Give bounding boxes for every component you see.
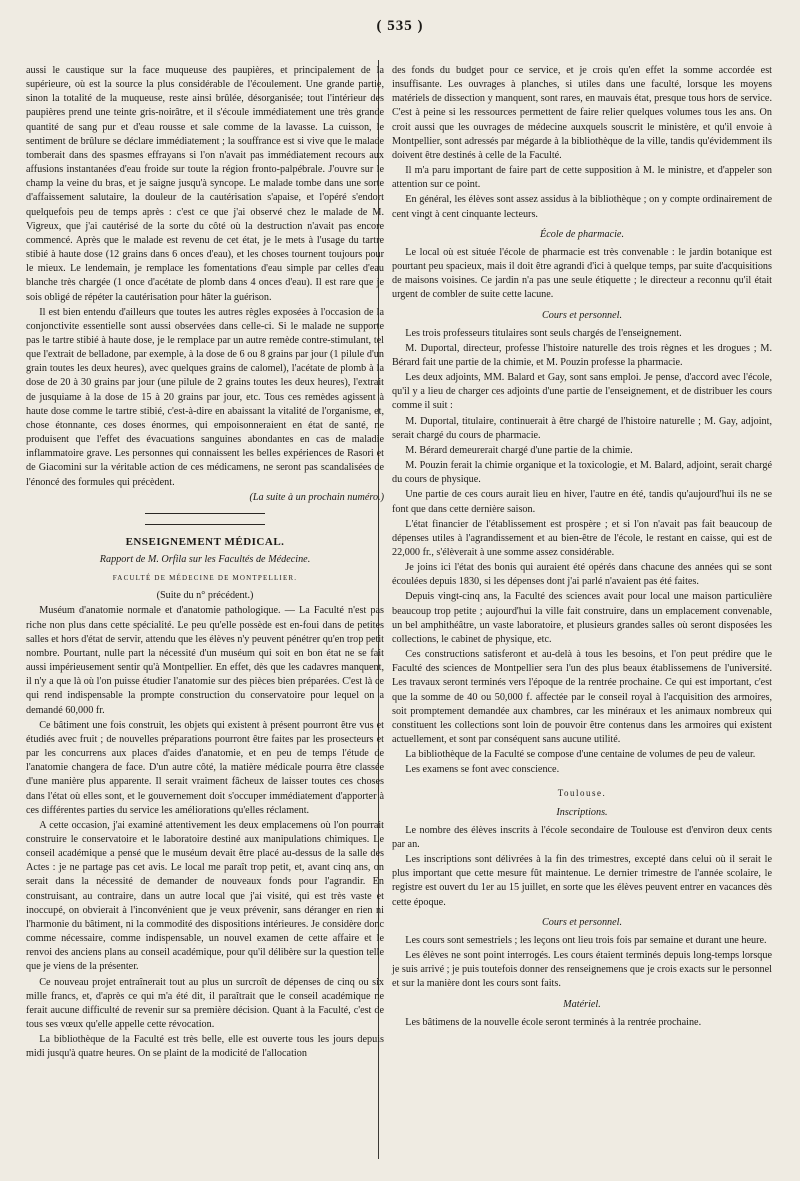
report-title: Rapport de M. Orfila sur les Facultés de Médecine. — [99, 554, 311, 565]
paragraph: Les examens se font avec conscience. — [405, 764, 560, 776]
paragraph: M. Duportal, directeur, professe l'histoire naturelle des trois règnes et les drogues ; M. Bérard fait une partie de la chimie, et M. Pouzin professe la pharmacie. — [392, 342, 772, 368]
paragraph: M. Pouzin ferait la chimie organique et la toxicologie, et M. Balard, adjoint, serait chargé du cours de physique. — [392, 460, 772, 486]
continuation-note: (La suite à un prochain numéro.) — [249, 491, 384, 503]
paragraph: Les trois professeurs titulaires sont seuls chargés de l'enseignement. — [405, 327, 682, 339]
paragraph: Ce nouveau projet entraînerait tout au plus un surcroît de dépenses de cinq ou six mille francs, et, d'après ce qui m'a été dit, il paraîtrait que le conseil académique ne ferait aucune difficulté de revenir sur sa première décision. Quant à la Faculté, c'est de tous ses vœux qu'elle appelle cette révocation. — [26, 976, 384, 1030]
faculty-heading: FACULTÉ DE MÉDECINE DE MONTPELLIER. — [112, 574, 298, 583]
paragraph: M. Bérard demeurerait chargé d'une partie de la chimie. — [405, 444, 633, 456]
paragraph: M. Duportal, titulaire, continuerait à être chargé de l'histoire naturelle ; M. Gay, adjoint, serait chargé du cours de pharmacie. — [392, 415, 772, 441]
paragraph: Les bâtimens de la nouvelle école seront terminés à la rentrée prochaine. — [405, 1016, 702, 1028]
paragraph: Les cours sont semestriels ; les leçons ont lieu trois fois par semaine et durant une heure. — [405, 934, 767, 946]
left-column — [26, 64, 384, 1061]
paragraph: Ce bâtiment une fois construit, les objets qui existent à présent pourront être vus et étudiés avec fruit ; de nouvelles préparations pourront être faites par les prosecteurs et par les concurrens aux places d'aides d'anatomie, et en peu de temps l'étude de l'anatomie changera de face. D'un autre côté, la matière médicale pourra être classée d'une manière plus apparente. Il serait vraiment fâcheux de laisser toutes ces choses dans l'état où elles sont, et le gouvernement doit s'occuper immédiatement d'apporter à ces différentes parties du service les améliorations qu'elles réclament. — [26, 719, 384, 816]
section-subtitle: Cours et personnel. — [541, 916, 623, 928]
paragraph: La bibliothèque de la Faculté est très belle, elle est ouverte tous les jours depuis midi jusqu'à quatre heures. On se plaint de la modicité de l'allocation — [26, 1034, 384, 1060]
page-number: ( 535 ) — [376, 18, 424, 34]
paragraph: A cette occasion, j'ai examiné attentivement les deux emplacemens où l'on pourrait construire le conservatoire et le laboratoire destiné aux manipulations chimiques. Le conseil académique a pensé que le muséum devait être placé au-dessus de la salle des Actes : je ne partage pas cet avis. Le local me paraît trop petit, et, avant cinq ans, on serait dans la nécessité de demander de nouveaux fonds pour l'agrandir. En construisant, au contraire, dans un autre local que j'ai visité, qui est très vaste et inoccupé, on obvierait à l'inconvénient que je veux prévenir, sans déranger en rien ni l'harmonie du bâtiment, ni la commodité des dispositions intérieures. Je considère donc comme nécessaire, comme indispensable, un nouvel examen de cette affaire et le renvoi des anciens plans au conseil académique, pour qu'il délibère sur la question telle que je viens de la présenter. — [26, 819, 384, 973]
section-subtitle: Cours et personnel. — [541, 309, 623, 321]
paragraph: Les deux adjoints, MM. Balard et Gay, sont sans emploi. Je pense, d'accord avec l'école, qu'il y a lieu de charger ces adjoints d'une partie de l'enseignement, et de distribuer les cours comme il suit : — [392, 372, 772, 412]
section-divider — [145, 513, 265, 525]
paragraph: Une partie de ces cours aurait lieu en hiver, l'autre en été, tandis qu'aujourd'hui ils ne se font que dans cette dernière saison. — [392, 489, 772, 515]
paragraph: Le nombre des élèves inscrits à l'école secondaire de Toulouse est d'environ deux cents par an. — [392, 824, 772, 850]
paragraph: Il m'a paru important de faire part de cette supposition à M. le ministre, et d'appeler son attention sur ce point. — [392, 165, 772, 191]
paragraph: La bibliothèque de la Faculté se compose d'une centaine de volumes de peu de valeur. — [405, 749, 756, 761]
section-subtitle: Inscriptions. — [556, 806, 608, 818]
paragraph: aussi le caustique sur la face muqueuse des paupières, et principalement de la supérieure, où est la source la plus considérable de l'écoulement. Une grande partie, sinon la totalité de la muqueuse, reste ainsi brûlée, désorganisée; tout l'intérieur des paupières prend une teinte gris-noirâtre, et il s'écoule immédiatement une très grande quantité de sang pur et d'eau rousse et sale comme de la lavasse. La cuisson, le sentiment de brûlure se déclare immédiatement ; la souffrance est si vive que le malade tomberait dans des spasmes effrayans si l'on n'avait pas immédiatement recours aux affusions instantanées d'eau froide sur toute la région fronto-palpébrale. J'ouvre sur le champ la veine du bras, et je saigne jusqu'à syncope. Le malade tombe dans une sorte d'affaissement salutaire, la douleur de la cautérisation s'apaise, et l'opéré s'endort quelquefois peu de temps après : c'est ce que j'ai observé chez le malade de M. Vigreux, que j'ai cautérisé de la sorte du côté où la destruction n'avait pas encore commencé. Après que le malade est revenu de cet état, je le mets à l'usage du tartre stibié à haute dose (12 grains dans 6 onces d'eau), et les choses tournent toujours pour le mieux. Le lendemain, je remplace les fomentations d'eau simple par celles d'eau blanche très chargée (1 once d'acétate de plomb dans 4 onces d'eau). Il est rare que je sois obligé de répéter la cautérisation pour hâter la guérison. — [26, 65, 384, 303]
paragraph: L'état financier de l'établissement est prospère ; et si l'on n'avait pas fait beaucoup de dépenses utiles à l'agrandissement et au bien-être de l'école, le restant en caisse, qui est de 22,000 fr., s'élèverait à une somme assez considérable. — [392, 518, 772, 558]
city-heading: Toulouse. — [557, 787, 607, 798]
paragraph: Depuis vingt-cinq ans, la Faculté des sciences avait pour local une maison particulière beaucoup trop petite ; aujourd'hui la ville fait construire, dans un emplacement convenable, un bel amphithéâtre, un vaste laboratoire, et plusieurs grandes salles où seront disposées les collections, le cabinet de physique, etc. — [392, 591, 772, 645]
continued-note: (Suite du n° précédent.) — [156, 590, 254, 602]
paragraph: Le local où est située l'école de pharmacie est très convenable : le jardin botanique est pourtant peu spacieux, mais il doit être agrandi d'ici à quelque temps, par suite d'acquisitions de maisons voisines. Ce jardin n'a pas une seule étiquette ; le directeur a reconnu qu'il était urgent de combler de suite cette lacune. — [392, 246, 772, 301]
paragraph: Je joins ici l'état des bonis qui auraient été opérés dans chacune des années qui se sont écoulées depuis 1830, si les dépenses dont j'ai parlé n'avaient pas été faites. — [392, 562, 772, 588]
right-column — [392, 64, 772, 1030]
paragraph: Les inscriptions sont délivrées à la fin des trimestres, excepté dans celui où il serait le plus important que cette mesure fût maintenue. Le dernier trimestre de l'année scolaire, le registre est ouvert du 1er au 15 juillet, en sorte que les élèves peuvent entrer en vacances dès cette époque. — [392, 854, 772, 908]
section-heading: ENSEIGNEMENT MÉDICAL. — [125, 535, 285, 548]
paragraph: Il est bien entendu d'ailleurs que toutes les autres règles exposées à l'occasion de la conjonctivite essentielle sont aussi observées dans celle-ci. Si le malade ne supporte pas le tartre stibié à haute dose, je le remplace par un autre remède contre-stimulant, tel que l'extrait de belladone, par exemple, à la dose de 6 ou 8 grains par jour (1 pilule d'un grain toutes les deux heures), avec quelques grains de calomel), l'acétate de plomb à la dose de 20 à 30 grains par jour (une pilule de 2 grains toutes les deux heures), l'extrait de jusquiame à la dose de 15 à 20 grains par jour, etc. Tous ces remèdes agissent à haute dose comme le tartre stibié, c'est-à-dire en abaissant la vitalité de l'organisme, et, chose étonnante, ces doses énormes, qui empoisonneraient en état de santé, ne produisent que l'effet des évacuations sanguines abondantes en cas de maladie inflammatoire grave. Les personnes qui connaissent les belles expériences de Rasori et de Giacomini sur la véritable action de ces médicamens, ne seront pas scandalisées de l'énoncé des formules qui précèdent. — [26, 306, 384, 488]
paragraph: En général, les élèves sont assez assidus à la bibliothèque ; on y compte ordinairement de cent vingt à cent cinquante lecteurs. — [392, 194, 772, 220]
paragraph: Les élèves ne sont point interrogés. Les cours étaient terminés depuis long-temps lorsque je suis arrivé ; je puis toutefois donner des renseignemens que je crois exacts sur le personnel et sur la manière dont les cours sont faits. — [392, 950, 772, 990]
paragraph: Ces constructions satisferont et au-delà à tous les besoins, et l'on peut prédire que le Faculté des sciences de Montpellier sera l'un des plus beaux établissemens de l'université. Les travaux seront terminés vers l'époque de la rentrée prochaine. Ce qui est important, c'est que la somme de 40 ou 50,000 f. affectée par le conseil royal à l'acquisition des armoires, soit promptement demandée aux chambres, car les minéraux et les animaux nombreux qui constituent les collections sont loin de pouvoir être contenus dans les armoires qui existent actuellement, et sont par conséquent sans aucune utilité. — [392, 649, 772, 746]
paragraph: des fonds du budget pour ce service, et je crois qu'en effet la somme accordée est insuffisante. Les ouvrages à planches, si utiles dans une faculté, lorsque les moyens matériels de dissection y manquent, sont rares, en mauvais état, presque tous hors de service. C'est à peine si les ressources permettent de faire relier quelques volumes tous les ans. On croit aussi que les ouvrages de médecine auxquels souscrit le ministère, et qu'il envoie à Montpellier, sont adressés par mégarde à la bibliothèque de la ville, tandis qu'évidemment ils doivent être destinés à celle de la Faculté. — [392, 65, 772, 161]
section-subtitle: École de pharmacie. — [539, 228, 625, 240]
section-subtitle: Matériel. — [563, 998, 601, 1010]
paragraph: Muséum d'anatomie normale et d'anatomie pathologique. — La Faculté n'est pas riche non plus dans cette spécialité. Le peu qu'elle possède est en-foui dans de petites salles et hors d'état de servir, attendu que les élèves n'y peuvent pénétrer qu'en trop petit nombre. Pourtant, nulle part la nécessité d'un muséum qui soit en bon état ne se fait aussi impérieusement sentir qu'à Montpellier. En effet, dès que les cadavres manquent, il n'y a que là où l'on puisse étudier l'anatomie sur des pièces bien préparées. C'est là ce qui rend indispensable la prompte construction du conservatoire pour lequel on a demandé 60,000 fr. — [26, 605, 384, 716]
